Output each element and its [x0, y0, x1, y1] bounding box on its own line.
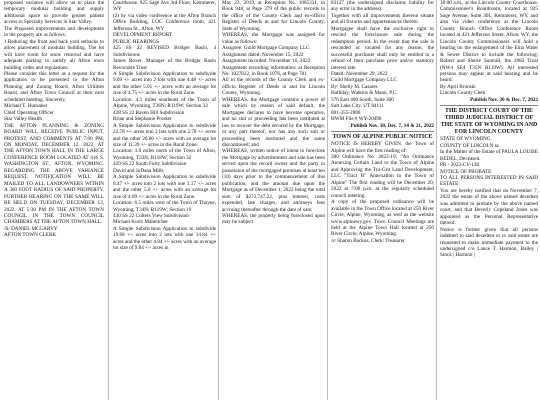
- notice-paragraph: By April Brunski: [440, 83, 476, 90]
- notice-paragraph: 10:00 a.m., at the Lincoln County Courthouse, Commissioner's Boardroom, located at 925 Sage Avenue, Suite 301, Kemmerer, WY, and also via video conference at the Lincoln County Branch Office Conference Room located at 421 Jefferson Street, Afton, WY, the Lincoln County Commissioners will hold a hearing on the enlargement of the Etna Water & Sewer District to include the following: Robert and Sherie Sumrall, the 2882 Trust (NW4 SE4 T35N R119W). All interested persons may appear at said hearing and be heard.: [440, 0, 538, 84]
- notice-paragraph: Assignment recorded: November 16, 2022: [222, 58, 311, 65]
- notice-paragraph: David and JoDana Mills: [113, 167, 164, 174]
- column-1: [4, 0, 104, 400]
- notice-separator: [440, 105, 538, 106]
- notice-paragraph: 428 SS 22 Raven Hill Subdivision: [113, 109, 185, 116]
- notice-paragraph: Michael T. Hunsaker: [4, 103, 48, 110]
- notice-paragraph: A Simple Subdivision Application to subdivide 22.78 +/- acres into 2 lots with one 2.78 +/- acres and the other 20.00 +/- acres with an average lot size of 11.39 +/- acres in the Rural Zone.: [113, 122, 216, 148]
- notice-paragraph: James Boxer, Manager of the Bridger Basin Revocable Trust: [113, 58, 216, 71]
- notice-paragraph: Location: 4.5 miles southeast of the Town of Alpine, Wyoming, T36N; R119W; Section 32: [113, 96, 216, 110]
- notice-paragraph: DEVELOPMENT REPORT: [113, 32, 173, 39]
- publish-dates: Publish Nov. 30 & Dec. 7, 2022: [470, 96, 538, 103]
- notice-paragraph: AFTON TOWN CLERK: [4, 232, 57, 239]
- notice-paragraph: Brian and Stephanie Prosser: [113, 116, 172, 123]
- notice-paragraph: Location: 6.5 miles west of the Town of Thayne, Wyoming, T34N; R119W; Section 19: [113, 200, 216, 213]
- notice-paragraph: Salt Lake City, UT 84111: [331, 103, 384, 110]
- notice-paragraph: 1.Reducing the front and back yard setbacks to allow placement of modular building. The lot will have room for snow removal and have adequate parking to satisfy all Afton town building codes and regulations.: [4, 38, 104, 71]
- notice-paragraph: Location: 3.0 miles north of the Town of Afton, Wyoming, T33N; R118W; Section 32: [113, 148, 216, 161]
- notice-paragraph: WHEREAS, written notice of intent to foreclose the Mortgage by advertisement and sale has been served upon the record owner and the party in possession of the mortgaged premises at least ten (10) days prior to the commencement of this publication, and the amount due upon the Mortgage as of December 1, 2022 being the total sum of $272,747.22, plus interest, costs expended, late charges, and attorneys fees accruing thereafter through the date of sale;: [222, 148, 325, 213]
- notice-paragraph: Notice is further given that all persons indebted to said decedent or to said estate are requested to make immediate payment to the undersigned c/o Lance T. Harmon, Bailey | Stock | Harmon |: [440, 226, 538, 259]
- publish-dates: Publish Nov. 30, Dec. 7, 14 & 21, 2022: [350, 122, 434, 129]
- column-divider: [436, 0, 437, 400]
- notice-paragraph: 430 SS 22 Colters View Subdivision: [113, 212, 189, 219]
- notice-paragraph: In the Matter of the Estate of PAULA LOUISE BEDEL, Deceased.: [440, 149, 538, 162]
- notice-paragraph: NOTICE IS HEREBY GIVEN, the Town of Alpine will have the first reading of:: [331, 141, 434, 154]
- notice-paragraph: 425 SS 22 REVISED Bridger Basin, 4 Subdivisions: [113, 45, 216, 58]
- notice-paragraph: A Simple Subdivision Application to subdivide 19.68 +/- acres into 2 lots with one 14.84 +/- acres and the other 4.84 +/- acres with an average lot size of 9.84 +/- acres in: [113, 225, 216, 252]
- notice-paragraph: By: Shelly M. Casares: [331, 83, 378, 90]
- notice-paragraph: PR - 2022-CV-138: [440, 162, 480, 169]
- column-3: [222, 0, 325, 400]
- notice-paragraph: A Simple Subdivision Application to subdivide 9.09 +/- acres into 2 lots with one 4.48 +/- acres and the other 5.01 +/- acres with an average lot size of 4.75 +/- acres in the Rural Zone.: [113, 70, 216, 97]
- notice-paragraph: Dated: November 29, 2022: [331, 70, 388, 77]
- notice-paragraph: 376 East 400 South, Suite 300: [331, 96, 394, 103]
- notice-paragraph: Assignee: Guild Mortgage Company LLC: [222, 45, 310, 52]
- notice-heading: THE DISTRICT COURT OF THE THIRD JUDICIAL DISTRICT OF THE STATE OF WYOMING IN AND FOR LINCOLN COUNTY: [440, 108, 538, 136]
- notice-paragraph: STATE OF WYOMING: [440, 136, 491, 143]
- notice-paragraph: 801-355-2886: [331, 109, 361, 116]
- column-5: [440, 0, 538, 400]
- notice-paragraph: A Simple Subdivision Application to subdivide 8.47 +/- acres into 2 lots with one 3.17 +/- acres and the other 5.0 +/- acres with an average lot size of 4.09 +/- acres in the Rural Zone.: [113, 174, 216, 200]
- notice-paragraph: TO ALL PERSONS INTERESTED IN SAID ESTATE:: [440, 174, 538, 188]
- notice-paragraph: /S/ DANIEL MCGARVY: [4, 225, 58, 232]
- notice-paragraph: A copy of the proposed ordinance will be available in the Town Office located at 250 River Circle, Alpine, Wyoming, as well as the website www.alpinewy.gov. Town Council Meetings are held at the Alpine Town Hall located at 250 River Circle, Alpine, Wyoming.: [331, 199, 434, 238]
- notice-paragraph: All in the records of the County Clerk and ex-officio Register of Deeds in and for Lincoln County, Wyoming.: [222, 77, 325, 97]
- notice-paragraph: Chief Operating Officer: [4, 109, 54, 116]
- notice-paragraph: 429 SS 22 South Forty Subdivision: [113, 161, 187, 168]
- notice-heading: TOWN OF ALPINE PUBLIC NOTICE: [332, 134, 433, 141]
- column-divider: [108, 0, 109, 400]
- column-divider: [327, 0, 328, 400]
- notice-paragraph: The Proposed improvements and development to the property are as follows:: [4, 25, 104, 39]
- column-divider: [218, 0, 219, 400]
- notice-paragraph: You are hereby notified that on November 7, 2022 the estate of the above named decedent was admitted to probate by the above named court, and that Beverly Copeland Jones was appointed as the Personal Representative thereof.: [440, 187, 538, 227]
- column-4: [331, 0, 434, 400]
- notice-paragraph: Courthouse, 925 Sage Ave 3rd Floor, Kemmerer, WY: [113, 0, 216, 13]
- notice-paragraph: (2) by via video conference at the Afton Branch Office Building, LOC Conference room, 421 Jefferson St., Afton, WY: [113, 12, 216, 32]
- notice-paragraph: Assignment recording information: at Reception No. 1027822, in Book 1076, at Page 781: [222, 64, 325, 77]
- notice-paragraph: COUNTY OF LINCOLN ss: [440, 142, 499, 149]
- notice-paragraph: 300 Ordinance No. 2022-19; "An Ordinance Annexing Certain Land to the Town of Alpine and Approving the Tru-Grit Land Development, LLC "Tract B" Annexation to the Town of Alpine" The first reading will be December 20, 2022 at 7:00 p.m. at the regularly scheduled council meeting.: [331, 153, 434, 199]
- notice-paragraph: 83127 (the undersigned disclaims liability for any error in the address).: [331, 0, 434, 13]
- notice-paragraph: WHEREAS, the property being foreclosed upon may be subject: [222, 212, 325, 226]
- notice-paragraph: Lincoln County Clerk: [440, 90, 486, 97]
- notice-paragraph: Assignment dated: November 15, 2022: [222, 51, 304, 58]
- column-2: [113, 0, 216, 400]
- notice-paragraph: Halliday, Watkins & Mann, P.C.: [331, 90, 398, 97]
- notice-paragraph: Please consider this letter as a request for the application to be presented to the Afton Planning and Zoning Board, Afton Utilities Board, and Afton Town Council at their next scheduled meeting. Sincerely,: [4, 70, 104, 103]
- notice-paragraph: /s/ Sharon Backus, Clerk/ Treasurer: [331, 237, 405, 244]
- notice-paragraph: Michael Kurtz Mabeitcher: [113, 219, 169, 226]
- notice-separator: [331, 131, 434, 132]
- notice-paragraph: THE AFTON PLANNING & ZONING BOARD WILL RECEIVE PUBLIC INPUT, PROTEST, AND COMMENTS AT 7:00 PM, ON MONDAY, DECEMBER 12, 2022, AT THE AFTON TOWN HALL IN THE LARGE CONFERENCE ROOM LOCATED AT 416 S. WASHINGTON ST., AFTON, WYOMING. REGARDING THE ABOVE VARIANCE REQUEST. NOTIFICATION WILL BE MAILED TO ALL LANDOWNERS WITHIN A 300 FOOT RADIUS OF SAID PROPERTY. FURTHER HEARING ON THE SAME WILL BE HELD ON TUESDAY, DECEMBER 13, 2022, AT 5:30 PM IN THE AFTON TOWN COUNCIL IN THE TOWN COUNCIL CHAMBERS AT THE AFTON TOWN HALL.: [4, 122, 104, 226]
- notice-paragraph: WHEREAS, the Mortgage contains a power of sale which by reason of said default, the Mortgagee declares to have become operative, and no suit or proceeding has been instituted at law to recover the debt secured by the Mortgage, or any part thereof, nor has any such suit or proceeding been instituted and the same discontinued; and: [222, 96, 325, 148]
- notice-paragraph: PUBLIC HEARINGS: [113, 38, 159, 45]
- notice-paragraph: HWM File # WY-20498: [331, 116, 382, 123]
- notice-paragraph: proposed variance will allow us to place the temporary modular building and supply additional space to provide greater patient access to Specialty Services in Star Valley.: [4, 0, 104, 26]
- notice-paragraph: NOTICE OF PROBATE: [440, 168, 492, 175]
- notice-paragraph: Star Valley Health: [4, 116, 42, 123]
- notice-paragraph: Together with all improvements thereon situate and all fixtures and appurtenances thereto.: [331, 12, 434, 26]
- notice-paragraph: WHEREAS, the Mortgage was assigned for value as follows:: [222, 32, 325, 45]
- notice-paragraph: Guild Mortgage Company LLC: [331, 77, 397, 84]
- notice-paragraph: Mortgagee shall have the exclusive right to rescind the foreclosure sale during the redemption period. In the event that the sale is rescinded or vacated for any reason, the successful purchaser shall only be entitled to a refund of their purchase price and/or statutory interest rate.: [331, 25, 434, 71]
- notice-paragraph: May 23, 2019, at Reception No. 1005331, in Book 948, at Page 379 of the public records in the office of the County Clerk and ex-officio Register of Deeds in and for Lincoln County, State of Wyoming.: [222, 0, 325, 32]
